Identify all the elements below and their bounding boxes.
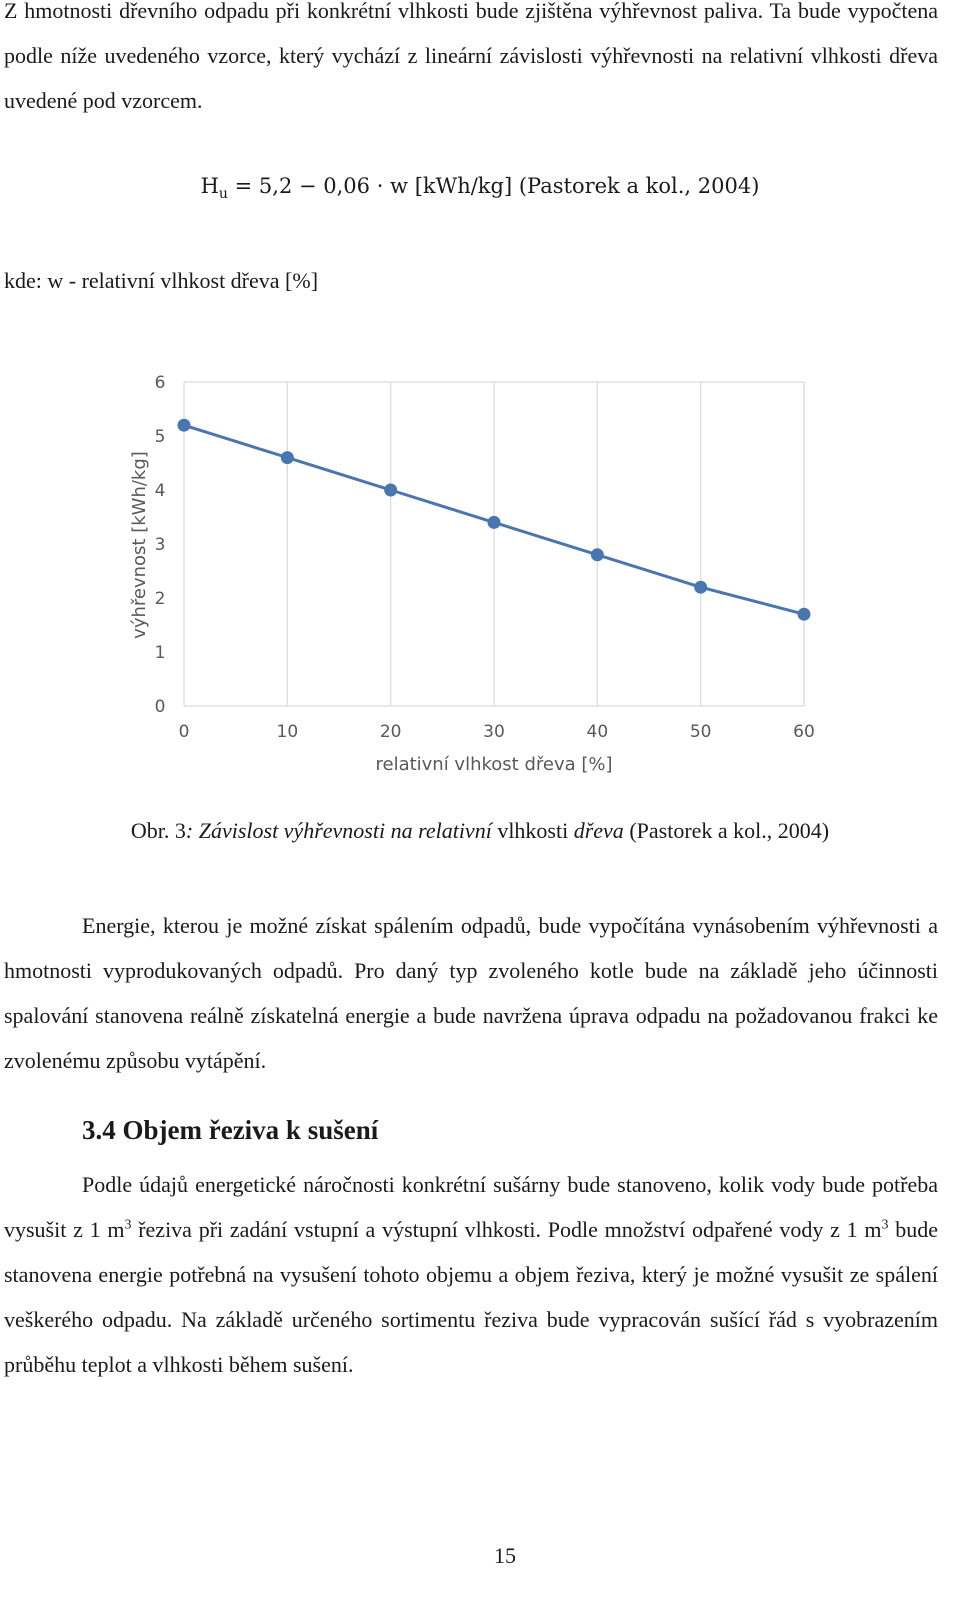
x-tick-label: 50 xyxy=(689,722,712,742)
x-tick-label: 0 xyxy=(178,722,190,742)
formula-subscript: u xyxy=(218,186,228,202)
x-tick-label: 60 xyxy=(793,722,815,742)
section-text-b: řeziva při zadání vstupní a výstupní vlhkosti. Podle množství odpařené vody z 1 m xyxy=(131,1217,882,1242)
caption-suffix: (Pastorek a kol., 2004) xyxy=(623,818,830,843)
data-point xyxy=(798,608,811,621)
caption-mid: vlhkosti xyxy=(491,818,574,843)
formula-symbol: H xyxy=(200,174,219,198)
y-tick-label: 2 xyxy=(154,589,166,609)
y-tick-label: 4 xyxy=(154,481,166,501)
caption-italic-word: dřeva xyxy=(573,818,624,843)
section-heading: 3.4 Objem řeziva k sušení xyxy=(82,1115,379,1145)
data-point xyxy=(281,451,294,464)
heating-value-chart xyxy=(0,360,960,790)
section-text-c: bude stanovena energie potřebná na vysušení tohoto objemu a objem řeziva, který je možné vysušit ze spálení veškerého odpadu. Na základě určeného sortimentu řeziva bude vypracován sušící řád s vyobrazením průběhu teplot a vlhkosti během sušení. xyxy=(4,1217,938,1377)
y-tick-label: 3 xyxy=(154,535,166,555)
formula-legend: kde: w - relativní vlhkost dřeva [%] xyxy=(4,268,319,293)
formula-expression: = 5,2 − 0,06 · w [kWh/kg] (Pastorek a kol., 2004) xyxy=(234,174,760,198)
y-tick-label: 5 xyxy=(154,427,166,447)
x-tick-label: 10 xyxy=(276,722,299,742)
data-point xyxy=(591,548,604,561)
y-tick-label: 0 xyxy=(154,697,166,717)
superscript-1: 3 xyxy=(124,1217,132,1233)
data-point xyxy=(178,419,191,432)
superscript-2: 3 xyxy=(881,1217,889,1233)
data-point xyxy=(384,484,397,497)
section-text-a: Podle údajů energetické náročnosti konkrétní sušárny bude stanoveno, kolik vody bude potřeba vysušit z 1 m xyxy=(4,1172,938,1242)
y-axis-label: výhřevnost [kWh/kg] xyxy=(129,451,150,639)
intro-paragraph: Z hmotnosti dřevního odpadu při konkrétní vlhkosti bude zjištěna výhřevnost paliva. Ta bude vypočtena podle níže uvedeného vzorce, který vychází z lineární závislosti výhřevnosti na relativní vlhkosti dřeva uvedené pod vzorcem. xyxy=(4,0,938,113)
data-point xyxy=(488,516,501,529)
energy-paragraph: Energie, kterou je možné získat spálením odpadů, bude vypočítána vynásobením výhřevnosti a hmotnosti vyprodukovaných odpadů. Pro daný typ zvoleného kotle bude na základě jeho účinnosti spalování stanovena reálně získatelná energie a bude navržena úprava odpadu na požadovanou frakci ke zvolenému způsobu vytápění. xyxy=(4,913,938,1073)
y-tick-label: 6 xyxy=(154,373,166,393)
page-number: 15 xyxy=(494,1543,516,1568)
x-tick-label: 30 xyxy=(483,722,505,742)
caption-prefix: Obr. 3 xyxy=(130,818,186,843)
caption-italic: : Závislost výhřevnosti na relativní xyxy=(185,818,492,843)
data-point xyxy=(694,581,707,594)
x-tick-label: 20 xyxy=(379,722,402,742)
x-axis-label: relativní vlhkost dřeva [%] xyxy=(375,754,613,775)
figure-caption xyxy=(0,818,960,844)
section-paragraph xyxy=(4,1162,938,1387)
y-tick-label: 1 xyxy=(154,643,166,663)
x-tick-label: 40 xyxy=(586,722,609,742)
heating-value-formula xyxy=(0,174,960,202)
